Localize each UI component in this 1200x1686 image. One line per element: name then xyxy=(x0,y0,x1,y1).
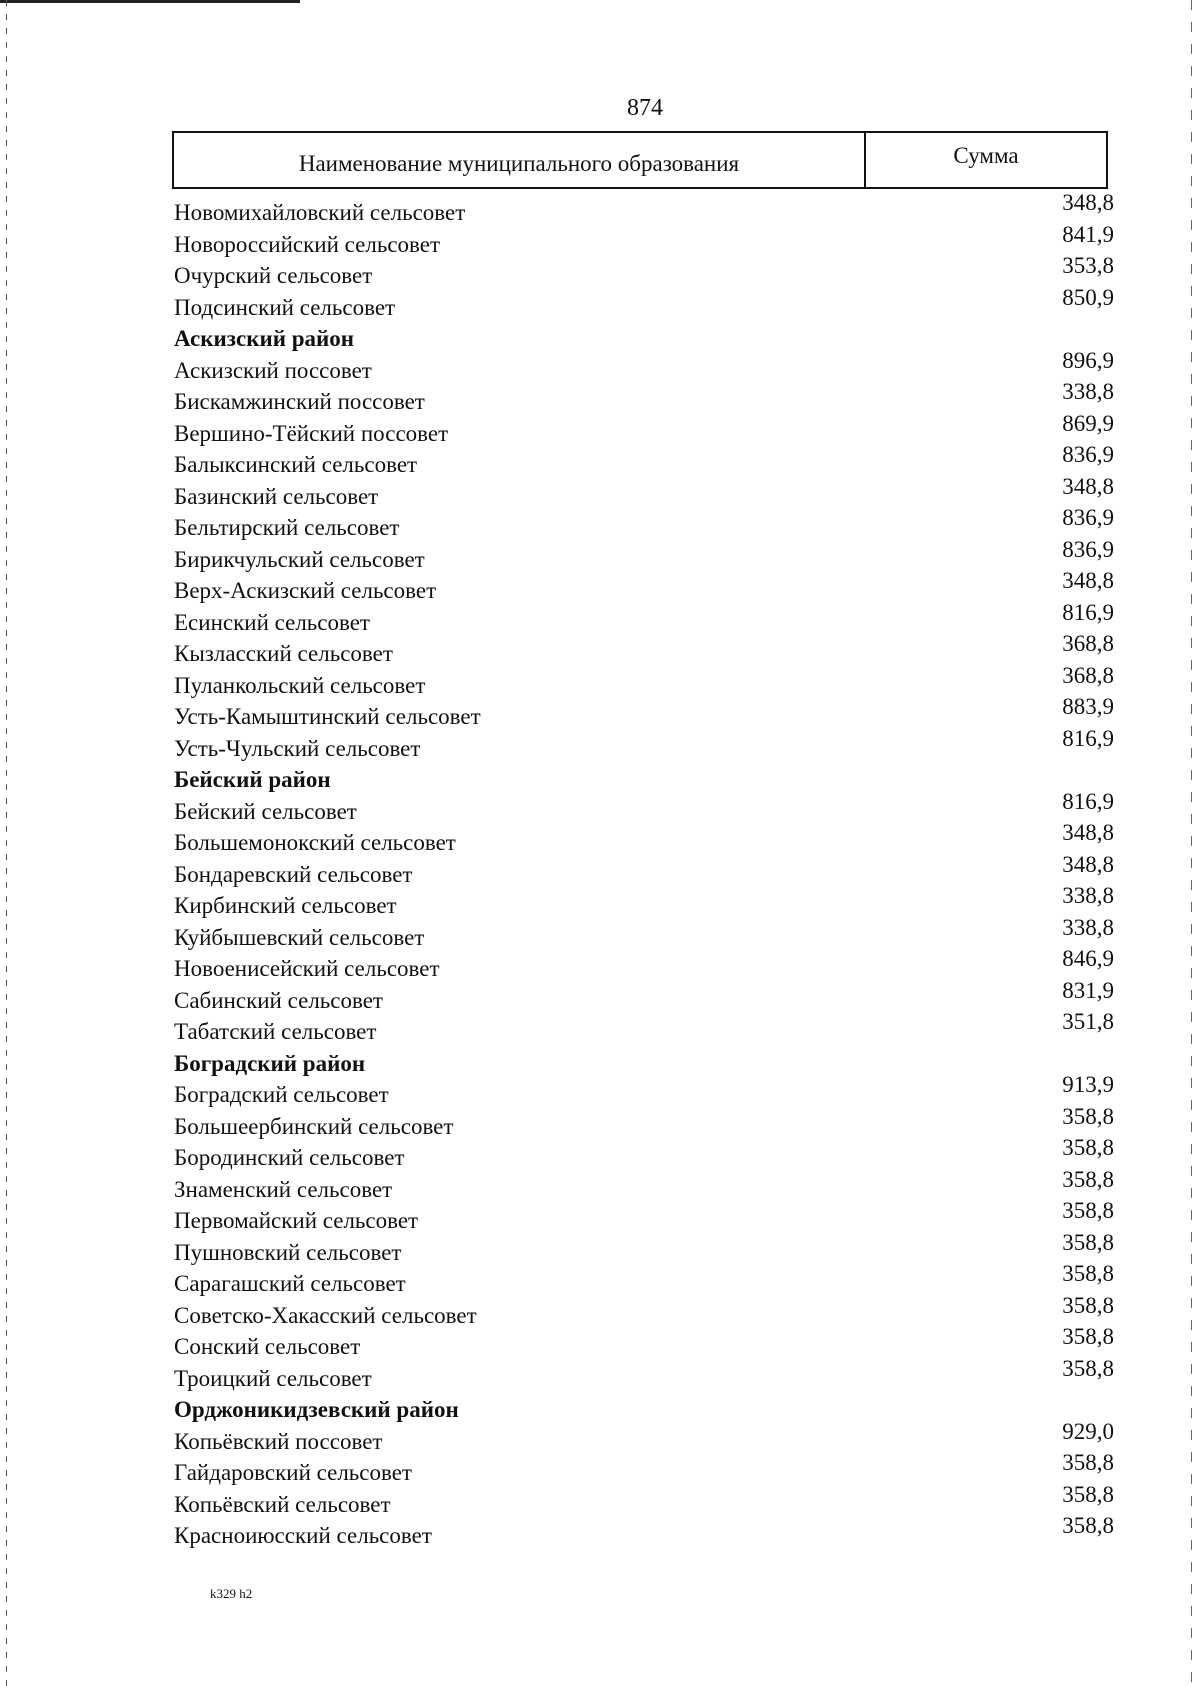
table-row xyxy=(174,410,1114,449)
municipality-name: Новороссийский сельсовет xyxy=(174,231,441,257)
sum-value: 358,8 xyxy=(1062,1135,1114,1160)
district-name: Орджоникидзевский район xyxy=(174,1397,459,1422)
table-row xyxy=(174,1072,1114,1110)
table-row xyxy=(174,1292,1114,1331)
table-row xyxy=(174,694,1114,732)
municipality-name: Балыксинский сельсовет xyxy=(174,452,418,477)
sum-value: 358,8 xyxy=(1062,1103,1114,1129)
table-header xyxy=(172,131,1108,189)
sum-value: 358,8 xyxy=(1062,1481,1114,1507)
table-row xyxy=(174,977,1114,1016)
sum-value: 348,8 xyxy=(1062,568,1114,593)
sum-value: 358,8 xyxy=(1062,1261,1114,1286)
municipality-name: Новоенисейский сельсовет xyxy=(174,956,440,981)
table-row xyxy=(174,1229,1114,1268)
table-row xyxy=(174,536,1114,575)
sum-value: 338,8 xyxy=(1062,883,1114,908)
sum-value: 816,9 xyxy=(1062,788,1114,814)
table-row xyxy=(174,190,1114,228)
municipality-name: Копьёвский поссовет xyxy=(174,1428,383,1454)
municipality-name: Большеербинский сельсовет xyxy=(174,1113,454,1139)
district-heading-row xyxy=(174,1393,1114,1425)
sum-value: 869,9 xyxy=(1062,410,1114,436)
table-row xyxy=(174,914,1114,953)
sum-value: 348,8 xyxy=(1062,851,1114,877)
table-row xyxy=(174,1103,1114,1142)
municipality-name: Вершино-Тёйский поссовет xyxy=(174,420,449,446)
table-row xyxy=(174,253,1114,291)
municipality-name: Бондаревский сельсовет xyxy=(174,861,413,887)
sum-value: 816,9 xyxy=(1062,725,1114,751)
table-row xyxy=(174,568,1114,606)
municipality-name: Табатский сельсовет xyxy=(174,1019,377,1044)
district-heading-row xyxy=(174,322,1114,354)
table-row xyxy=(174,820,1114,858)
sum-value: 338,8 xyxy=(1062,379,1114,404)
table-row xyxy=(174,599,1114,638)
sum-value: 348,8 xyxy=(1062,820,1114,845)
table-row xyxy=(174,284,1114,323)
sum-value: 368,8 xyxy=(1062,662,1114,688)
sum-value: 841,9 xyxy=(1062,221,1114,247)
table-row xyxy=(174,347,1114,386)
sum-value: 850,9 xyxy=(1062,284,1114,310)
sum-value: 358,8 xyxy=(1062,1166,1114,1192)
municipality-name: Есинский сельсовет xyxy=(174,609,370,635)
table-row xyxy=(174,1355,1114,1394)
sum-value: 338,8 xyxy=(1062,914,1114,940)
municipality-name: Бейский сельсовет xyxy=(174,798,357,824)
municipality-name: Пушновский сельсовет xyxy=(174,1239,402,1265)
page-number: 874 xyxy=(627,95,663,121)
sum-value: 883,9 xyxy=(1062,694,1114,719)
table-row xyxy=(174,1450,1114,1488)
table-row xyxy=(174,1261,1114,1299)
table-row xyxy=(174,1513,1114,1551)
table-row xyxy=(174,221,1114,260)
municipality-name: Базинский сельсовет xyxy=(174,483,379,509)
sum-value: 351,8 xyxy=(1062,1009,1114,1034)
table-row xyxy=(174,946,1114,984)
table-row xyxy=(174,725,1114,764)
sum-value: 816,9 xyxy=(1062,599,1114,625)
table-body xyxy=(174,190,1114,1551)
municipality-name: Очурский сельсовет xyxy=(174,263,373,288)
table-row xyxy=(174,505,1114,543)
table-row xyxy=(174,883,1114,921)
district-name: Бейский район xyxy=(174,767,331,792)
municipality-name: Верх-Аскизский сельсовет xyxy=(174,578,437,603)
table-row xyxy=(174,851,1114,890)
sum-value: 358,8 xyxy=(1062,1292,1114,1318)
municipality-name: Кызласский сельсовет xyxy=(174,641,393,666)
municipality-name: Новомихайловский сельсовет xyxy=(174,200,466,225)
municipality-name: Красноиюсский сельсовет xyxy=(174,1523,432,1548)
table-row xyxy=(174,379,1114,417)
municipality-name: Кирбинский сельсовет xyxy=(174,893,397,918)
sum-value: 913,9 xyxy=(1062,1072,1114,1097)
municipality-name: Гайдаровский сельсовет xyxy=(174,1460,412,1485)
sum-value: 348,8 xyxy=(1062,473,1114,499)
table-row xyxy=(174,1135,1114,1173)
district-name: Аскизский район xyxy=(174,326,355,351)
sum-value: 368,8 xyxy=(1062,631,1114,656)
table-row xyxy=(174,1481,1114,1520)
municipality-name: Троицкий сельсовет xyxy=(174,1365,372,1391)
district-name: Боградский район xyxy=(174,1050,366,1076)
municipality-name: Бирикчульский сельсовет xyxy=(174,546,425,572)
municipality-name: Знаменский сельсовет xyxy=(174,1176,393,1202)
table-row xyxy=(174,1198,1114,1236)
sum-value: 896,9 xyxy=(1062,347,1114,373)
sum-value: 929,0 xyxy=(1062,1418,1114,1444)
municipality-name: Усть-Чульский сельсовет xyxy=(174,735,421,761)
header-name-column: Наименование муниципального образования xyxy=(174,133,866,187)
municipality-name: Аскизский поссовет xyxy=(174,357,372,383)
municipality-name: Сарагашский сельсовет xyxy=(174,1271,406,1296)
table-row xyxy=(174,1009,1114,1047)
municipality-name: Бискамжинский поссовет xyxy=(174,389,425,414)
sum-value: 846,9 xyxy=(1062,946,1114,971)
municipality-name: Пуланкольский сельсовет xyxy=(174,672,426,698)
sum-value: 348,8 xyxy=(1062,190,1114,215)
sum-value: 836,9 xyxy=(1062,442,1114,467)
table-row xyxy=(174,1324,1114,1362)
scan-edge-left xyxy=(6,0,7,1686)
municipality-name: Советско-Хакасский сельсовет xyxy=(174,1302,477,1328)
sum-value: 358,8 xyxy=(1062,1229,1114,1255)
sum-value: 358,8 xyxy=(1062,1450,1114,1475)
municipality-name: Сонский сельсовет xyxy=(174,1334,361,1359)
municipality-name: Первомайский сельсовет xyxy=(174,1208,419,1233)
sum-value: 358,8 xyxy=(1062,1513,1114,1538)
district-heading-row xyxy=(174,1047,1114,1079)
sum-value: 358,8 xyxy=(1062,1355,1114,1381)
municipality-name: Усть-Камыштинский сельсовет xyxy=(174,704,481,729)
sum-value: 836,9 xyxy=(1062,536,1114,562)
sum-value: 831,9 xyxy=(1062,977,1114,1003)
municipality-name: Копьёвский сельсовет xyxy=(174,1491,391,1517)
sum-value: 358,8 xyxy=(1062,1324,1114,1349)
table-row xyxy=(174,1166,1114,1205)
table-row xyxy=(174,788,1114,827)
table-row xyxy=(174,473,1114,512)
municipality-name: Большемонокский сельсовет xyxy=(174,830,456,855)
municipality-name: Боградский сельсовет xyxy=(174,1082,389,1107)
municipality-name: Куйбышевский сельсовет xyxy=(174,924,425,950)
sum-value: 358,8 xyxy=(1062,1198,1114,1223)
district-heading-row xyxy=(174,763,1114,795)
municipality-name: Сабинский сельсовет xyxy=(174,987,383,1013)
header-sum-column: Сумма xyxy=(953,143,1019,168)
table-row xyxy=(174,631,1114,669)
scan-edge-right xyxy=(1191,0,1192,1686)
scan-edge-top xyxy=(0,0,300,3)
table-row xyxy=(174,442,1114,480)
table-row xyxy=(174,1418,1114,1457)
municipality-name: Бородинский сельсовет xyxy=(174,1145,405,1170)
municipality-name: Бельтирский сельсовет xyxy=(174,515,400,540)
sum-value: 836,9 xyxy=(1062,505,1114,530)
sum-value: 353,8 xyxy=(1062,253,1114,278)
footer-code: k329 h2 xyxy=(210,1586,253,1601)
municipality-name: Подсинский сельсовет xyxy=(174,294,396,320)
table-row xyxy=(174,662,1114,701)
